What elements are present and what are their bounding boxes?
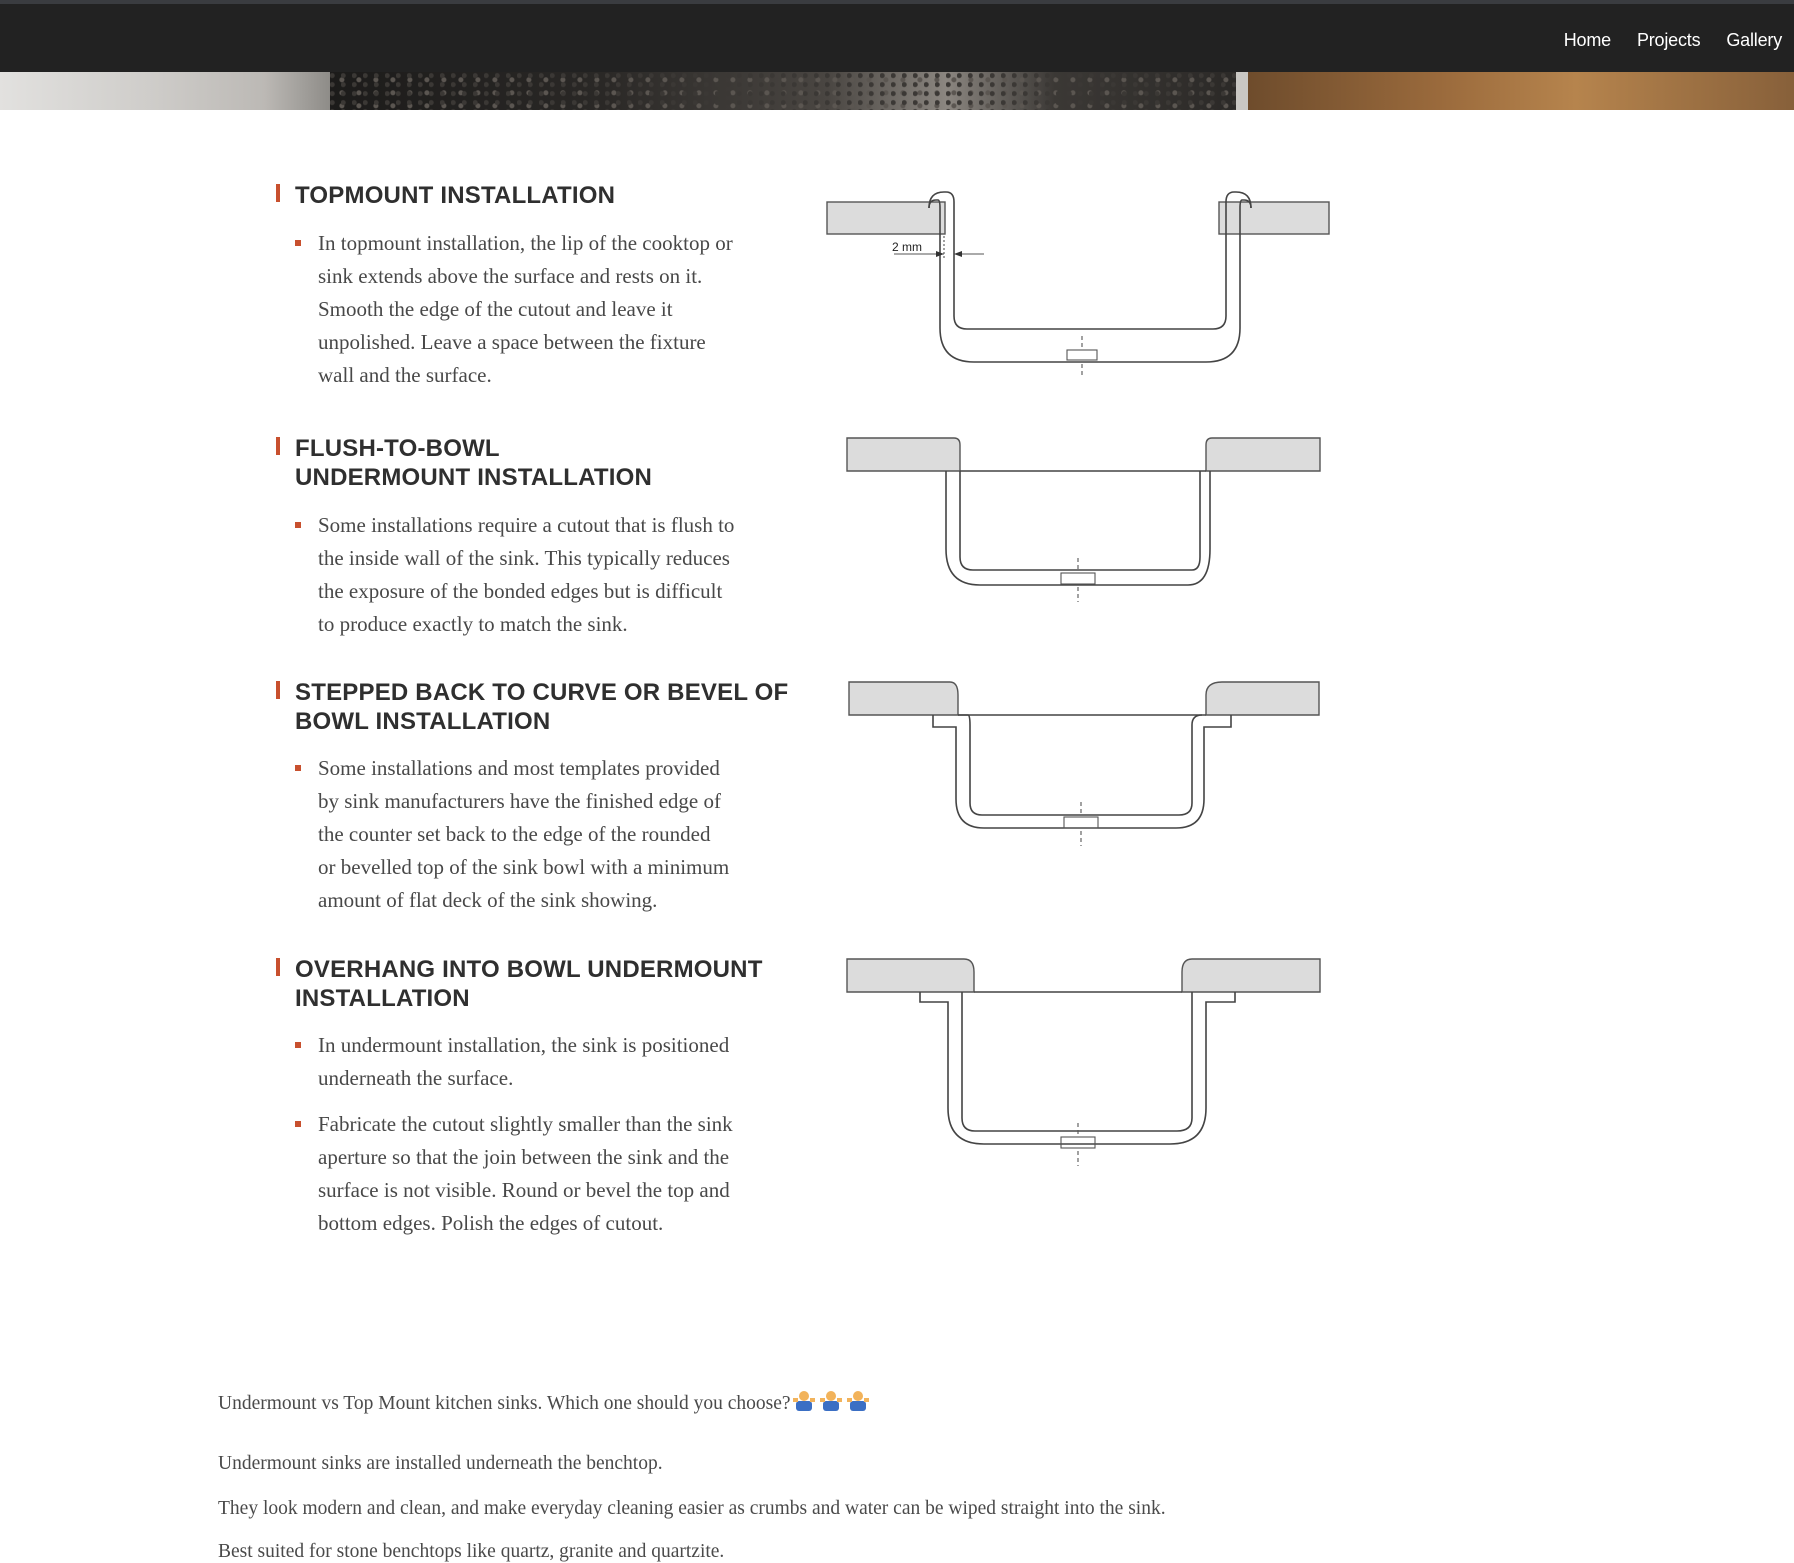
flush-to-bowl-diagram <box>846 437 1321 607</box>
section-heading <box>295 181 615 210</box>
bullet-marker <box>295 1042 301 1048</box>
heading-line: FLUSH-TO-BOWL <box>295 435 500 462</box>
bullet-item <box>318 1108 788 1240</box>
topmount-diagram <box>826 188 1330 378</box>
hero-image-segment <box>1236 72 1248 110</box>
sink-outline <box>962 992 1192 1131</box>
bullet-item <box>318 509 788 641</box>
hero-image-segment <box>330 72 1236 110</box>
bullet-line: sink extends above the surface and rests on it. <box>318 264 703 288</box>
bullet-line: the exposure of the bonded edges but is difficult <box>318 579 723 603</box>
heading-accent-bar <box>276 437 280 455</box>
bullet-line: surface is not visible. Round or bevel the top and <box>318 1178 730 1202</box>
heading-line: UNDERMOUNT INSTALLATION <box>295 464 653 491</box>
question-text: Undermount vs Top Mount kitchen sinks. Which one should you choose? <box>218 1393 791 1414</box>
top-navbar <box>0 0 1794 72</box>
hero-image-strip <box>0 72 1794 110</box>
bullet-line: amount of flat deck of the sink showing. <box>318 888 658 912</box>
bullet-line: bottom edges. Polish the edges of cutout. <box>318 1211 664 1235</box>
person-shrugging-emoji-icon <box>793 1390 871 1418</box>
bullet-line: Some installations require a cutout that is flush to <box>318 513 735 537</box>
countertop-slab <box>1206 438 1320 471</box>
section-heading <box>295 955 763 1013</box>
bullet-line: In topmount installation, the lip of the cooktop or <box>318 231 733 255</box>
bullet-item <box>318 227 788 392</box>
bullet-line: to produce exactly to match the sink. <box>318 612 628 636</box>
heading-line: OVERHANG INTO BOWL UNDERMOUNT <box>295 956 763 983</box>
heading-line: TOPMOUNT INSTALLATION <box>295 182 616 209</box>
bullet-line: underneath the surface. <box>318 1066 514 1090</box>
sink-outer-wall <box>929 200 1251 362</box>
countertop-slab <box>827 202 945 234</box>
hero-image-segment <box>1248 72 1794 110</box>
heading-accent-bar <box>276 184 280 202</box>
bullet-line: the counter set back to the edge of the rounded <box>318 822 711 846</box>
countertop-slab <box>1206 682 1319 715</box>
bullet-line: Some installations and most templates provided <box>318 756 720 780</box>
dimension-arrow <box>954 251 962 257</box>
heading-line: INSTALLATION <box>295 985 470 1012</box>
countertop-slab <box>847 438 960 471</box>
nav-gallery-link[interactable]: Gallery <box>1726 30 1782 50</box>
bullet-line: In undermount installation, the sink is positioned <box>318 1033 730 1057</box>
sink-outer-wall <box>933 715 1231 828</box>
countertop-slab <box>849 682 958 715</box>
bullet-line: or bevelled top of the sink bowl with a minimum <box>318 855 730 879</box>
bullet-line: by sink manufacturers have the finished edge of <box>318 789 721 813</box>
heading-accent-bar <box>276 681 280 699</box>
main-nav <box>1564 30 1782 51</box>
article-paragraph: They look modern and clean, and make everyday cleaning easier as crumbs and water can be wiped straight into the sink. <box>218 1498 1166 1519</box>
heading-line: BOWL INSTALLATION <box>295 708 551 735</box>
sink-outline <box>960 471 1200 570</box>
drain-fitting <box>1061 573 1095 584</box>
bullet-line: aperture so that the join between the sink and the <box>318 1145 730 1169</box>
sink-outer-wall <box>920 992 1235 1144</box>
stepped-back-diagram <box>848 681 1320 851</box>
heading-line: STEPPED BACK TO CURVE OR BEVEL OF <box>295 679 789 706</box>
countertop-slab <box>1182 959 1320 992</box>
bullet-line: the inside wall of the sink. This typically reduces <box>318 546 730 570</box>
bullet-item <box>318 752 788 917</box>
bullet-marker <box>295 522 301 528</box>
drain-fitting <box>1064 817 1098 828</box>
overhang-diagram <box>846 958 1321 1168</box>
bullet-line: wall and the surface. <box>318 363 492 387</box>
nav-projects-link[interactable]: Projects <box>1636 30 1701 50</box>
bullet-line: Fabricate the cutout slightly smaller than the sink <box>318 1112 733 1136</box>
hero-image-segment <box>0 72 330 110</box>
section-heading <box>295 678 788 736</box>
bullet-marker <box>295 765 301 771</box>
bullet-item <box>318 1029 788 1095</box>
sink-outline <box>929 192 1251 329</box>
sink-outline <box>958 715 1202 815</box>
drain-fitting <box>1067 350 1097 360</box>
dimension-label: 2 mm <box>892 240 922 254</box>
article-paragraph: Best suited for stone benchtops like quartz, granite and quartzite. <box>218 1541 725 1562</box>
bullet-line: unpolished. Leave a space between the fixture <box>318 330 706 354</box>
nav-home-link[interactable]: Home <box>1563 30 1611 50</box>
article-paragraph: Undermount sinks are installed underneath the benchtop. <box>218 1453 663 1474</box>
drain-fitting <box>1061 1137 1095 1148</box>
countertop-slab <box>1219 202 1329 234</box>
bullet-marker <box>295 240 301 246</box>
bullet-marker <box>295 1121 301 1127</box>
section-heading <box>295 434 652 492</box>
heading-accent-bar <box>276 958 280 976</box>
countertop-slab <box>847 959 974 992</box>
article-question <box>218 1390 871 1418</box>
bullet-line: Smooth the edge of the cutout and leave it <box>318 297 673 321</box>
